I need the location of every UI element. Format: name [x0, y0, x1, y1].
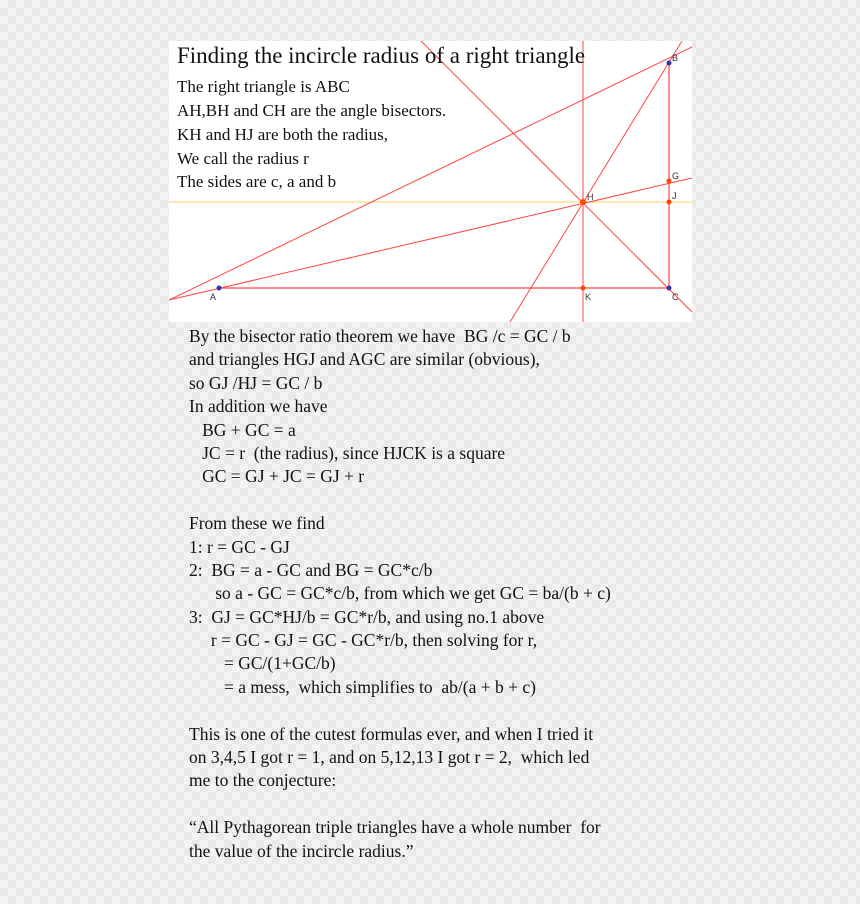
blank-line [189, 489, 709, 512]
point-j [667, 200, 672, 205]
point-k [581, 286, 586, 291]
label-h: H [587, 192, 594, 202]
label-a: A [210, 292, 217, 302]
label-c: C [672, 292, 679, 302]
text-line: BG + GC = a [189, 419, 296, 440]
text-line: r = GC - GJ = GC - GC*r/b, then solving for r, [189, 630, 538, 651]
figure-text-line: The right triangle is ABC [177, 77, 350, 96]
point-c [667, 286, 672, 291]
figure-text-line: We call the radius r [177, 149, 309, 168]
conjecture-line: the value of the incircle radius.” [189, 840, 414, 861]
figure-title: Finding the incircle radius of a right triangle [177, 43, 586, 68]
text-line: = a mess, which simplifies to ab/(a + b + c) [189, 676, 536, 697]
text-line: me to the conjecture: [189, 770, 337, 791]
text-line: JC = r (the radius), since HJCK is a square [189, 442, 506, 463]
blank-line [189, 793, 709, 816]
text-line: 1: r = GC - GJ [189, 536, 290, 557]
text-line: In addition we have [189, 396, 328, 417]
bisector-ch [421, 41, 692, 312]
text-line: so a - GC = GC*c/b, from which we get GC = ba/(b + c) [189, 583, 611, 604]
point-a [217, 286, 222, 291]
label-j: J [672, 191, 677, 201]
geometry-figure [169, 41, 692, 322]
figure-text-line: AH,BH and CH are the angle bisectors. [177, 101, 447, 120]
text-line: on 3,4,5 I got r = 1, and on 5,12,13 I got r = 2, which led [189, 747, 590, 768]
text-line: GC = GJ + JC = GJ + r [189, 466, 365, 487]
explanation-text [189, 325, 709, 863]
point-h [580, 199, 586, 205]
text-line: 3: GJ = GC*HJ/b = GC*r/b, and using no.1 above [189, 606, 545, 627]
text-line: and triangles HGJ and AGC are similar (obvious), [189, 349, 540, 370]
bisector-bh [510, 41, 682, 322]
blank-line [189, 699, 709, 722]
conjecture-line: “All Pythagorean triple triangles have a whole number for [189, 817, 601, 838]
point-b [667, 61, 672, 66]
label-b: B [672, 53, 679, 63]
figure-text-line: The sides are c, a and b [177, 172, 337, 191]
figure-text-line: KH and HJ are both the radius, [177, 125, 389, 144]
point-g [667, 179, 672, 184]
text-line: 2: BG = a - GC and BG = GC*c/b [189, 559, 433, 580]
text-line: From these we find [189, 513, 325, 534]
text-line: = GC/(1+GC/b) [189, 653, 336, 674]
label-k: K [585, 292, 592, 302]
bisector-ah [169, 178, 692, 300]
text-line: This is one of the cutest formulas ever, and when I tried it [189, 723, 594, 744]
text-line: so GJ /HJ = GC / b [189, 372, 323, 393]
text-line: By the bisector ratio theorem we have BG /c = GC / b [189, 326, 571, 346]
label-g: G [672, 171, 680, 181]
